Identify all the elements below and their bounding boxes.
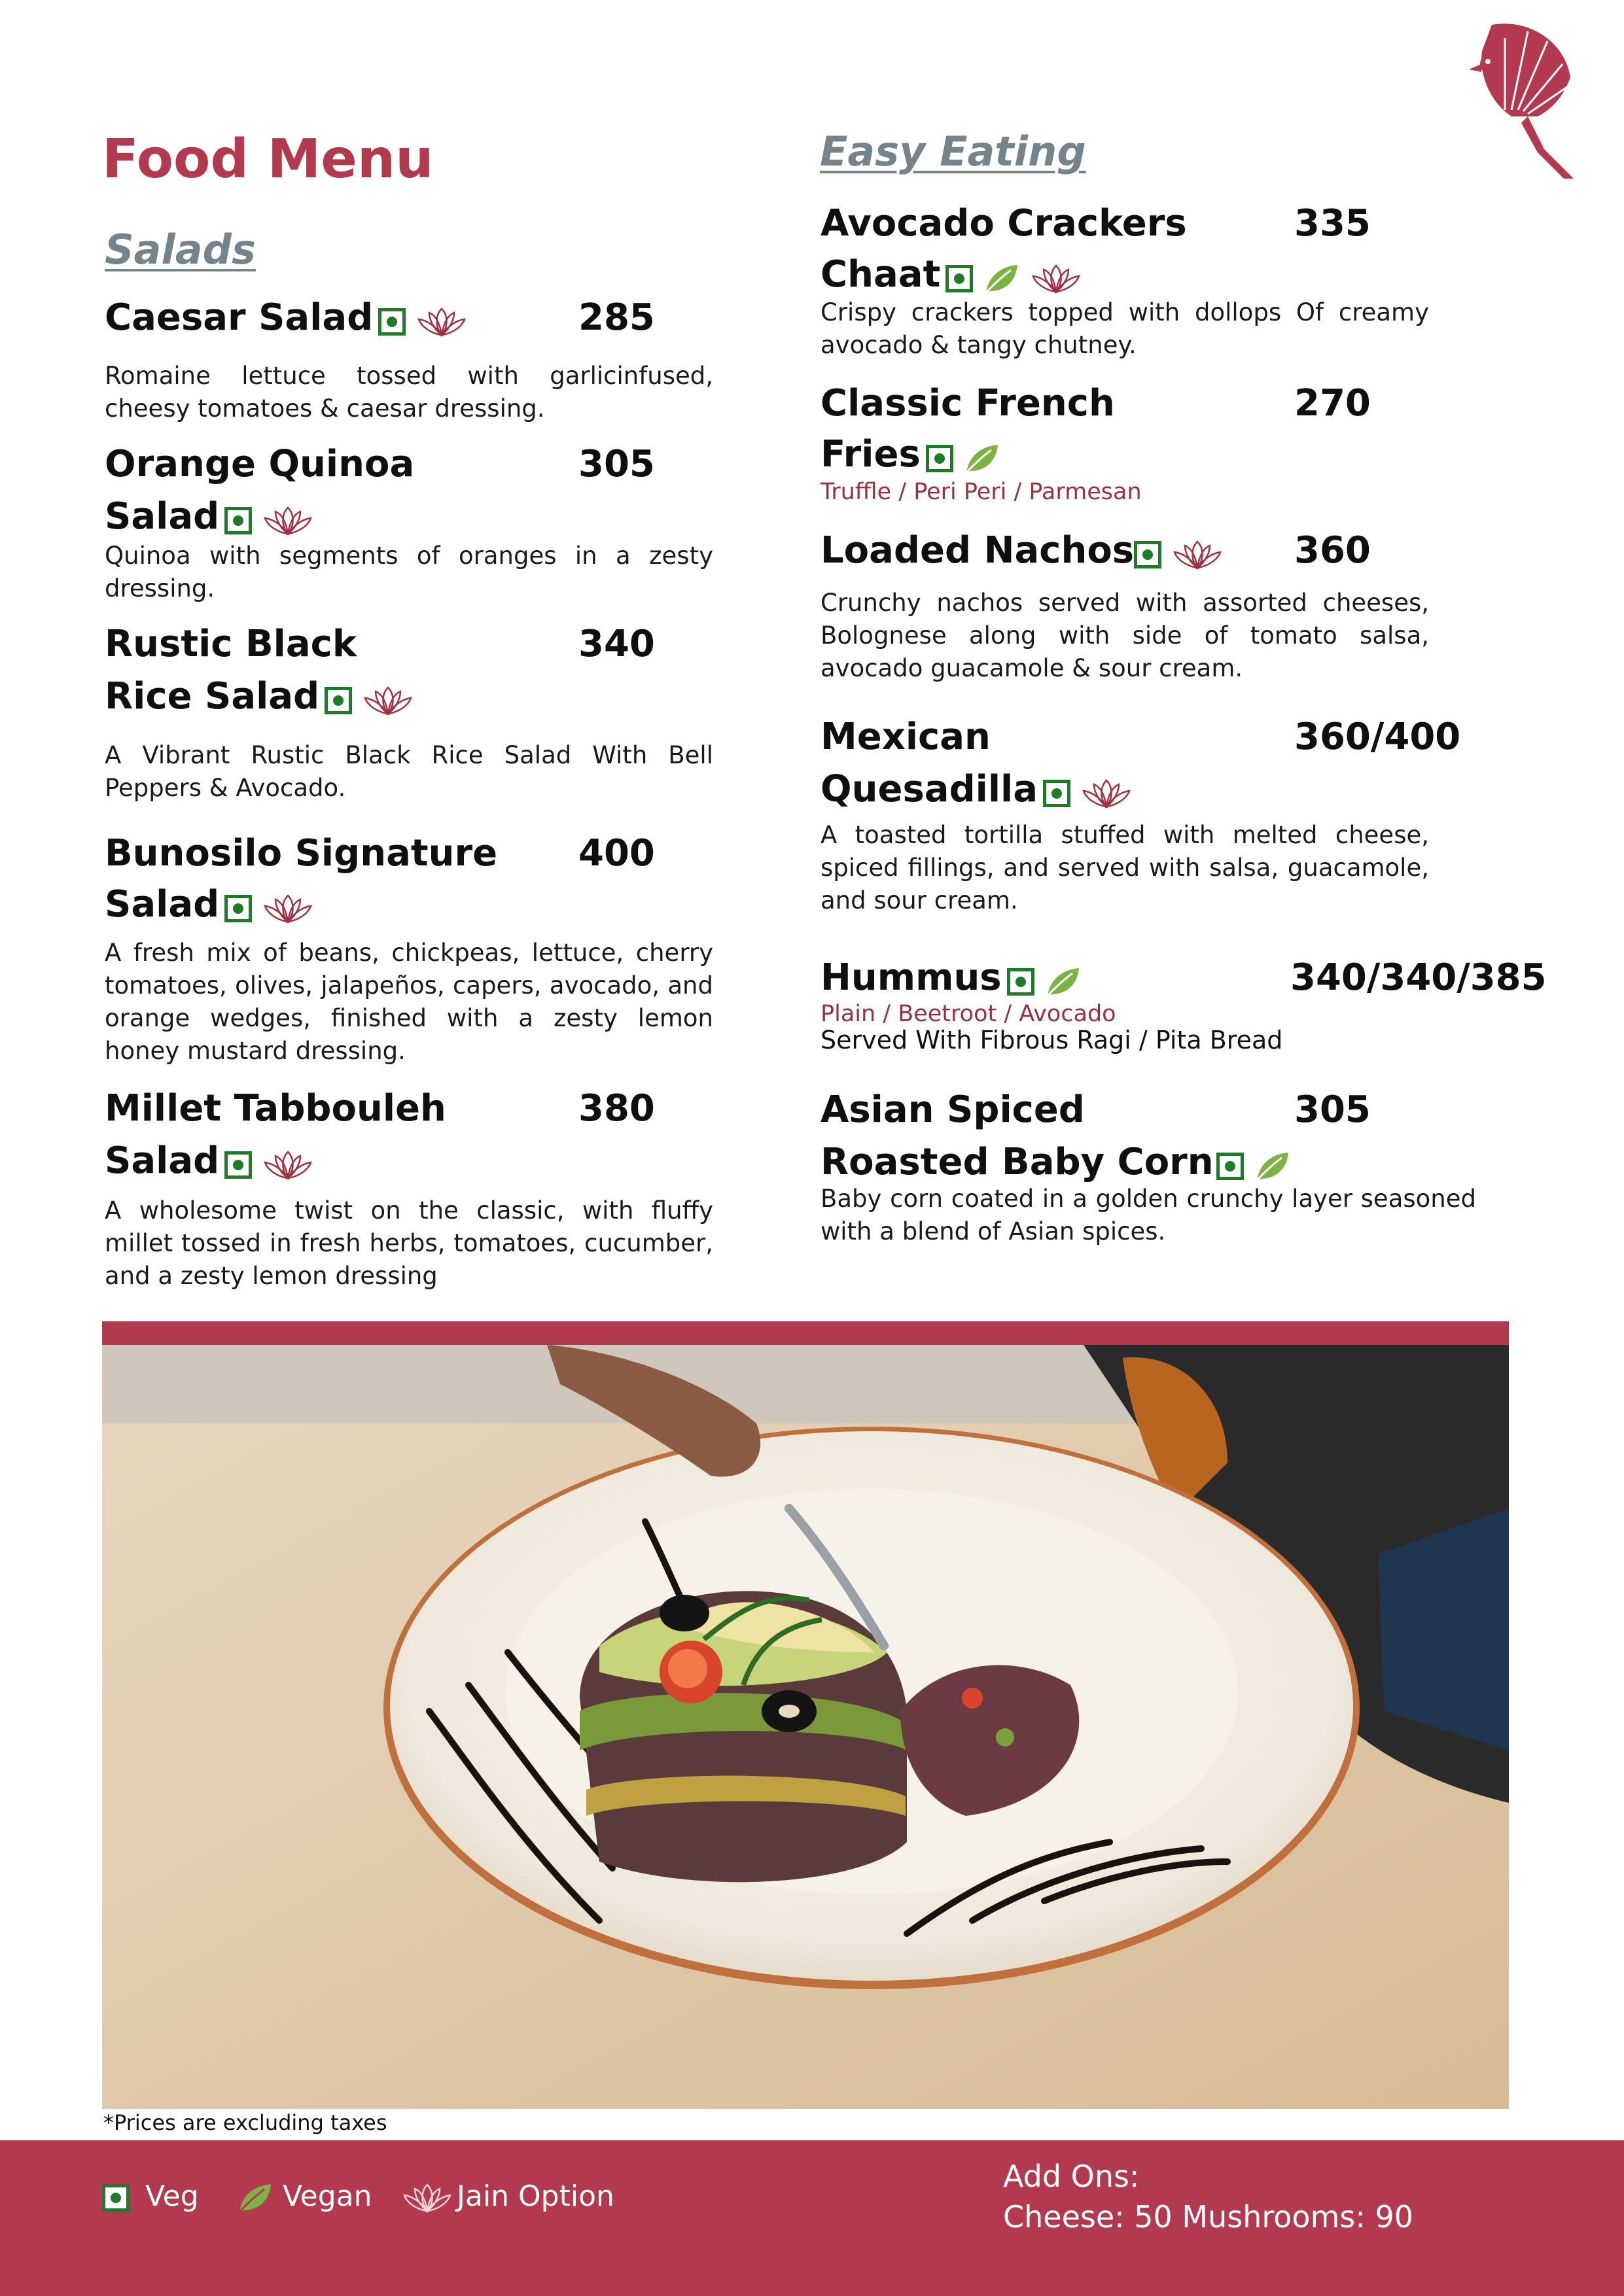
lotus-icon xyxy=(400,2181,454,2215)
item-name-text: Caesar Salad xyxy=(105,296,374,339)
section-heading-easy-eating: Easy Eating xyxy=(820,128,1086,175)
veg-icon xyxy=(926,445,953,472)
menu-item-price: 285 xyxy=(578,296,655,339)
menu-item-price: 360 xyxy=(1294,529,1371,572)
lotus-icon xyxy=(1171,538,1224,572)
section-heading-salads: Salads xyxy=(105,226,256,273)
leaf-icon xyxy=(982,262,1020,295)
item-variants: Truffle / Peri Peri / Parmesan xyxy=(821,479,1142,505)
veg-icon xyxy=(1134,541,1161,568)
menu-item-name: Bunosilo Signature xyxy=(105,832,498,875)
photo-top-bar xyxy=(102,1321,1509,1345)
menu-item-description: A wholesome twist on the classic, with fluffy millet tossed in fresh herbs, tomatoes, cucumber, and a zesty lemon dressing xyxy=(105,1196,713,1290)
menu-item-name: Orange Quinoa xyxy=(105,443,415,485)
veg-icon xyxy=(224,1151,252,1179)
addons-title: Add Ons: xyxy=(1003,2159,1140,2194)
veg-icon xyxy=(102,2184,130,2212)
item-name-text: Roasted Baby Corn xyxy=(821,1141,1214,1183)
menu-item-name xyxy=(821,525,1233,579)
item-name-text: Salad xyxy=(105,495,220,538)
leaf-icon xyxy=(1044,965,1082,998)
legend-jain-label: Jain Option xyxy=(457,2180,614,2213)
menu-item-name: Millet Tabbouleh xyxy=(105,1087,446,1130)
lotus-icon xyxy=(1080,776,1133,810)
menu-item-name xyxy=(821,249,1092,303)
menu-item-description: Baby corn coated in a golden crunchy layer seasoned with a blend of Asian spices. xyxy=(821,1185,1476,1245)
lotus-icon xyxy=(361,684,415,718)
addons-prices: Cheese: 50 Mushrooms: 90 xyxy=(1003,2199,1413,2235)
legend-veg xyxy=(102,2180,199,2213)
lotus-icon xyxy=(261,504,315,538)
lotus-icon xyxy=(261,892,315,926)
salad-plate-photo xyxy=(102,1345,1509,2109)
menu-item-price: 340 xyxy=(578,623,655,665)
item-name-text: Rice Salad xyxy=(105,675,320,718)
leaf-icon xyxy=(236,2182,274,2214)
menu-item-description: Crunchy nachos served with assorted cheeses, Bolognese along with side of tomato salsa, avocado guacamole & sour cream. xyxy=(821,589,1429,682)
menu-item-price: 360/400 xyxy=(1294,716,1461,758)
lotus-icon xyxy=(1029,262,1083,296)
veg-icon xyxy=(325,687,352,714)
menu-item-name: Mexican xyxy=(821,716,991,758)
menu-item-description: Crispy crackers topped with dollops Of creamy avocado & tangy chutney. xyxy=(821,298,1429,359)
veg-icon xyxy=(945,265,973,292)
menu-item-price: 270 xyxy=(1294,382,1371,425)
menu-item-name xyxy=(105,491,324,545)
menu-item-name: Asian Spiced xyxy=(821,1088,1085,1131)
menu-item-name xyxy=(105,1135,324,1189)
item-served-with: Served With Fibrous Ragi / Pita Bread xyxy=(821,1026,1283,1054)
menu-item-price: 340/340/385 xyxy=(1290,956,1547,999)
legend-vegan-label: Vegan xyxy=(283,2180,372,2213)
menu-item-description: A Vibrant Rustic Black Rice Salad With Bell Peppers & Avocado. xyxy=(105,741,713,802)
item-name-text: Chaat xyxy=(821,253,941,296)
legend-vegan xyxy=(236,2180,372,2214)
menu-item-description: A fresh mix of beans, chickpeas, lettuce, cherry tomatoes, olives, jalapeños, capers, avocado, and orange wedges, finished with a zesty lemon honey mustard dressing. xyxy=(105,939,713,1065)
menu-item-name xyxy=(105,292,478,346)
menu-item-name: Classic French xyxy=(821,382,1115,425)
veg-icon xyxy=(378,308,406,336)
leaf-icon xyxy=(962,442,1000,475)
item-name-text: Salad xyxy=(105,883,220,926)
lotus-icon xyxy=(415,305,468,339)
item-name-text: Quesadilla xyxy=(821,768,1038,810)
menu-item-description: Quinoa with segments of oranges in a zesty dressing. xyxy=(105,542,713,602)
menu-item-name xyxy=(821,428,1010,483)
menu-item-description: Romaine lettuce tossed with garlicinfused, cheesy tomatoes & caesar dressing. xyxy=(105,362,713,423)
menu-item-name xyxy=(105,878,324,933)
veg-icon xyxy=(1216,1153,1244,1180)
veg-icon xyxy=(1043,780,1070,807)
tax-note: *Prices are excluding taxes xyxy=(103,2110,387,2135)
menu-item-price: 305 xyxy=(1294,1088,1371,1131)
menu-item-name: Rustic Black xyxy=(105,623,357,665)
menu-item-name: Avocado Crackers xyxy=(821,202,1187,245)
veg-icon xyxy=(1007,968,1034,996)
item-name-text: Fries xyxy=(821,433,921,476)
menu-item-description: A toasted tortilla stuffed with melted cheese, spiced fillings, and served with salsa, guacamole, and sour cream. xyxy=(821,821,1429,914)
item-name-text: Hummus xyxy=(821,956,1002,999)
legend-jain xyxy=(400,2180,614,2215)
leaf-icon xyxy=(1253,1150,1291,1183)
item-name-text: Salad xyxy=(105,1139,220,1182)
item-variants: Plain / Beetroot / Avocado xyxy=(821,1001,1116,1027)
menu-item-name xyxy=(821,952,1091,1006)
bird-logo xyxy=(1466,18,1577,179)
veg-icon xyxy=(224,895,252,922)
menu-item-name xyxy=(821,763,1142,818)
menu-item-name xyxy=(105,670,424,725)
page-title: Food Menu xyxy=(102,128,434,190)
menu-item-price: 400 xyxy=(578,832,655,875)
veg-icon xyxy=(224,507,252,534)
menu-item-price: 305 xyxy=(578,443,655,485)
menu-item-price: 380 xyxy=(578,1087,655,1130)
lotus-icon xyxy=(261,1148,315,1182)
menu-item-price: 335 xyxy=(1294,202,1371,245)
item-name-text: Loaded Nachos xyxy=(821,529,1135,572)
legend-veg-label: Veg xyxy=(145,2180,199,2213)
